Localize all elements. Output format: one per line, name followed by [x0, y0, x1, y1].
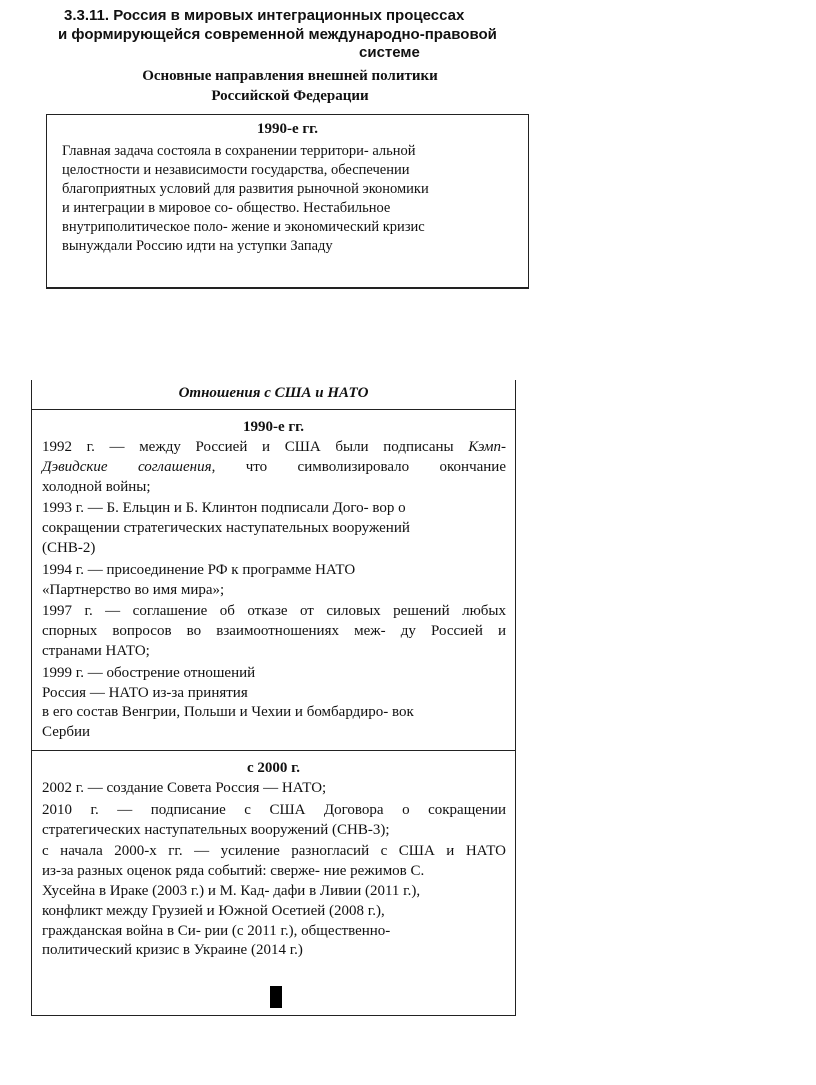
period-2000s: с 2000 г. — [246, 760, 301, 776]
p4-line: 1997 г. — соглашение об отказе от силовых решений любых — [42, 603, 506, 620]
directions-title-line1: Основные направления внешней политики — [142, 68, 438, 84]
p1-line3: холодной войны; — [42, 478, 151, 495]
directions-title-line2: Российской Федерации — [211, 88, 369, 104]
p5-line: Сербии — [42, 724, 91, 741]
section-number: 3.3.11. — [64, 7, 110, 24]
p2-line: сокращении стратегических наступательных вооружений — [42, 520, 410, 537]
black-marker — [270, 986, 282, 1008]
q3-line: из-за разных оценок ряда событий: сверже- ние режимов С. — [42, 863, 425, 880]
p5-line: 1999 г. — обострение отношений — [42, 664, 256, 681]
section-heading — [64, 6, 464, 25]
q3-line: Хусейна в Ираке (2003 г.) и М. Кад- дафи в Ливии (2011 г.), — [42, 882, 421, 899]
box1-line: и интеграции в мировое со- общество. Нестабильное — [62, 200, 391, 216]
p2-line: 1993 г. — Б. Ельцин и Б. Клинтон подписали Дого- вор о — [42, 500, 406, 517]
q3-line: конфликт между Грузией и Южной Осетией (2008 г.), — [42, 902, 385, 919]
relations-1990s-text — [42, 438, 506, 743]
p2-line: (СНВ-2) — [42, 539, 96, 556]
p3-line: 1994 г. — присоединение РФ к программе НАТО — [42, 561, 356, 578]
p5-line: в его состав Венгрии, Польши и Чехии и бомбардиро- вок — [42, 704, 414, 721]
box1-line: Главная задача состояла в сохранении территори- альной — [62, 143, 416, 159]
divider — [32, 750, 515, 751]
p1-line1: 1992 г. — между Россией и США были подписаны Кэмп- — [42, 439, 506, 455]
box1-line: целостности и независимости государства, обеспечении — [62, 162, 410, 178]
q3-line: политический кризис в Украине (2014 г.) — [42, 942, 303, 959]
section-title-line3: системе — [359, 44, 420, 61]
policy-box-1990s — [46, 114, 529, 289]
box1-line: внутриполитическое поло- жение и экономический кризис — [62, 219, 425, 235]
relations-table — [31, 380, 516, 1016]
q2-line: 2010 г. — подписание с США Договора о сокращении — [42, 801, 506, 818]
box1-period: 1990-е гг. — [256, 121, 319, 137]
p4-line: спорных вопросов во взаимоотношениях меж- ду Россией и — [42, 623, 506, 640]
p4-line: странами НАТО; — [42, 642, 150, 659]
q2-line: стратегических наступательных вооружений (СНВ-3); — [42, 821, 390, 838]
q3-line: гражданская война в Си- рии (с 2011 г.), общественно- — [42, 922, 391, 939]
q3-line: с начала 2000-х гг. — усиление разногласий с США и НАТО — [42, 843, 506, 860]
p3-line: «Партнерство во имя мира»; — [42, 581, 225, 598]
relations-title: Отношения с США и НАТО — [178, 385, 369, 401]
period-1990s: 1990-е гг. — [242, 419, 305, 435]
relations-2000s-text — [42, 779, 506, 961]
section-title-line2: и формирующейся современной международно-правовой — [58, 26, 497, 43]
section-title-line1: Россия в мировых интеграционных процессах — [113, 7, 465, 24]
directions-title — [80, 66, 500, 106]
q1-line: 2002 г. — создание Совета Россия — НАТО; — [42, 780, 327, 796]
p5-line: Россия — НАТО из-за принятия — [42, 684, 248, 701]
box1-line: вынуждали Россию идти на уступки Западу — [62, 238, 333, 254]
box1-line: благоприятных условий для развития рыночной экономики — [62, 181, 429, 197]
p1-line2: Дэвидские соглашения, что символизировало окончание — [42, 458, 506, 475]
box1-text — [62, 142, 522, 256]
divider — [32, 409, 515, 410]
